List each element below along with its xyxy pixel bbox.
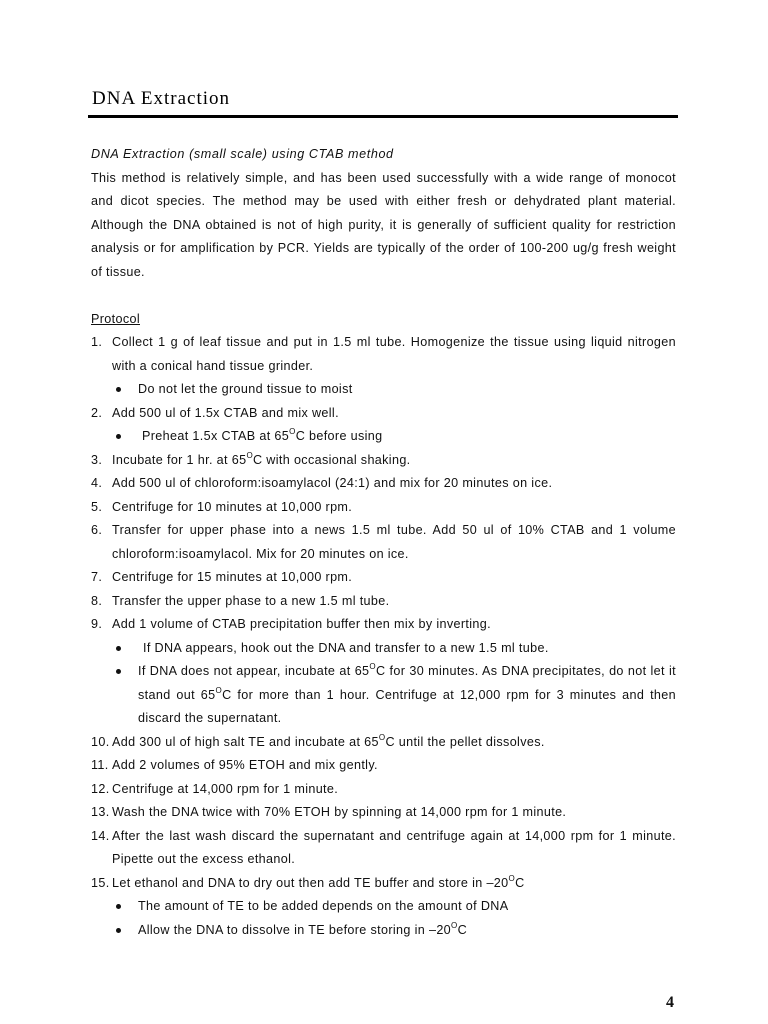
protocol-heading: Protocol xyxy=(91,311,140,326)
step-1-notes xyxy=(91,378,676,402)
protocol-step-5: 5. Centrifuge for 10 minutes at 10,000 rpm. xyxy=(91,499,353,514)
page-number: 4 xyxy=(666,994,674,1011)
note-bullet: Allow the DNA to dissolve in TE before storing in $-20^OC$ xyxy=(91,919,676,943)
page-title: DNA Extraction xyxy=(92,88,231,109)
protocol-step-4: 4. Add 500 ul of chloroform:isoamylacol (24:1) and mix for 20 minutes on ice. xyxy=(91,476,553,490)
document-body xyxy=(91,143,676,942)
step-text: Transfer for upper phase into a news 1.5 ml tube. Add 50 ul of 10% CTAB and 1 volume chloroform:isoamylacol. Mix for 20 minutes on ice. xyxy=(112,523,676,561)
protocol-step-3: 3. Incubate for 1 hr. at $65^OC$ with occasional shaking. xyxy=(91,450,411,467)
step-text: Add 1 volume of CTAB precipitation buffer then mix by inverting. xyxy=(112,617,491,631)
protocol-step-2: 2. Add 500 ul of 1.5x CTAB and mix well. xyxy=(91,405,339,420)
step-text: Wash the DNA twice with 70% ETOH by spinning at 14,000 rpm for 1 minute. xyxy=(112,805,567,819)
note-bullet: The amount of TE to be added depends on the amount of DNA xyxy=(91,895,676,919)
step-text: Collect 1 g of leaf tissue and put in 1.5 ml tube. Homogenize the tissue using liquid nitrogen with a conical hand tissue grinder. xyxy=(112,335,676,373)
step-text: After the last wash discard the supernatant and centrifuge again at 14,000 rpm for 1 minute. Pipette out the excess ethanol. xyxy=(112,828,676,866)
note-bullet: If DNA appears, hook out the DNA and transfer to a new 1.5 ml tube. xyxy=(91,637,676,661)
protocol-step-13: 13. Wash the DNA twice with 70% ETOH by spinning at 14,000 rpm for 1 minute. xyxy=(91,805,567,819)
protocol-step-7: 7. Centrifuge for 15 minutes at 10,000 rpm. xyxy=(91,570,353,584)
protocol-step-10: 10. Add 300 ul of high salt TE and incubate at $65^OC$ until the pellet dissolves. xyxy=(91,732,545,749)
protocol-step-15: 15. Let ethanol and DNA to dry out then add TE buffer and store in $-20^OC$ xyxy=(91,873,525,890)
note-bullet: Do not let the ground tissue to moist xyxy=(91,378,676,402)
step-text: Let ethanol and DNA to dry out then add TE buffer and store in $-20^OC$ xyxy=(112,873,525,890)
step-text: Centrifuge for 10 minutes at 10,000 rpm. xyxy=(112,499,353,514)
step-text: Centrifuge for 15 minutes at 10,000 rpm. xyxy=(112,570,353,584)
section-subtitle: DNA Extraction (small scale) using CTAB method xyxy=(91,147,394,161)
protocol-step-11: 11. Add 2 volumes of 95% ETOH and mix gently. xyxy=(91,758,378,772)
step-text: Add 500 ul of 1.5x CTAB and mix well. xyxy=(112,405,339,420)
protocol-step-14: 14. After the last wash discard the supernatant and centrifuge again at 14,000 rpm for 1 minute. Pipette out the excess ethanol. xyxy=(91,828,676,866)
step-text: Transfer the upper phase to a new 1.5 ml tube. xyxy=(112,593,390,608)
note-bullet: Preheat 1.5x CTAB at $65^OC$ before using xyxy=(91,425,676,449)
step-9-notes xyxy=(91,637,676,731)
protocol-steps xyxy=(91,331,676,942)
protocol-step-1: 1. Collect 1 g of leaf tissue and put in 1.5 ml tube. Homogenize the tissue using liquid nitrogen with a conical hand tissue grinder. xyxy=(91,335,676,373)
step-2-notes xyxy=(91,425,676,449)
title-rule xyxy=(88,115,678,118)
note-bullet: If DNA does not appear, incubate at $65^OC$ for 30 minutes. As DNA precipitates, do not let it stand out $65^OC$ for more than 1 hour. Centrifuge at 12,000 rpm for 3 minutes and then discard the supernatant. xyxy=(91,660,676,731)
step-text: Add 2 volumes of 95% ETOH and mix gently. xyxy=(112,758,378,772)
intro-paragraph: This method is relatively simple, and has been used successfully with a wide range of monocot and dicot species. The method may be used with either fresh or dehydrated plant material. Although the DNA obtained is not of high purity, it is generally of sufficient quality for restriction analysis or for amplification by PCR. Yields are typically of the order of 100-200 ug/g fresh weight of tissue. xyxy=(91,170,676,279)
protocol-step-6: 6. Transfer for upper phase into a news 1.5 ml tube. Add 50 ul of 10% CTAB and 1 volume chloroform:isoamylacol. Mix for 20 minutes on ice. xyxy=(91,523,676,561)
step-text: Add 300 ul of high salt TE and incubate at $65^OC$ until the pellet dissolves. xyxy=(112,732,545,749)
protocol-step-12: 12. Centrifuge at 14,000 rpm for 1 minute. xyxy=(91,781,339,796)
step-text: Incubate for 1 hr. at $65^OC$ with occasional shaking. xyxy=(112,450,411,467)
step-text: Add 500 ul of chloroform:isoamylacol (24:1) and mix for 20 minutes on ice. xyxy=(112,476,553,490)
protocol-step-8: 8. Transfer the upper phase to a new 1.5 ml tube. xyxy=(91,593,390,608)
protocol-step-9: 9. Add 1 volume of CTAB precipitation buffer then mix by inverting. xyxy=(91,617,491,631)
step-15-notes xyxy=(91,895,676,942)
step-text: Centrifuge at 14,000 rpm for 1 minute. xyxy=(112,781,339,796)
